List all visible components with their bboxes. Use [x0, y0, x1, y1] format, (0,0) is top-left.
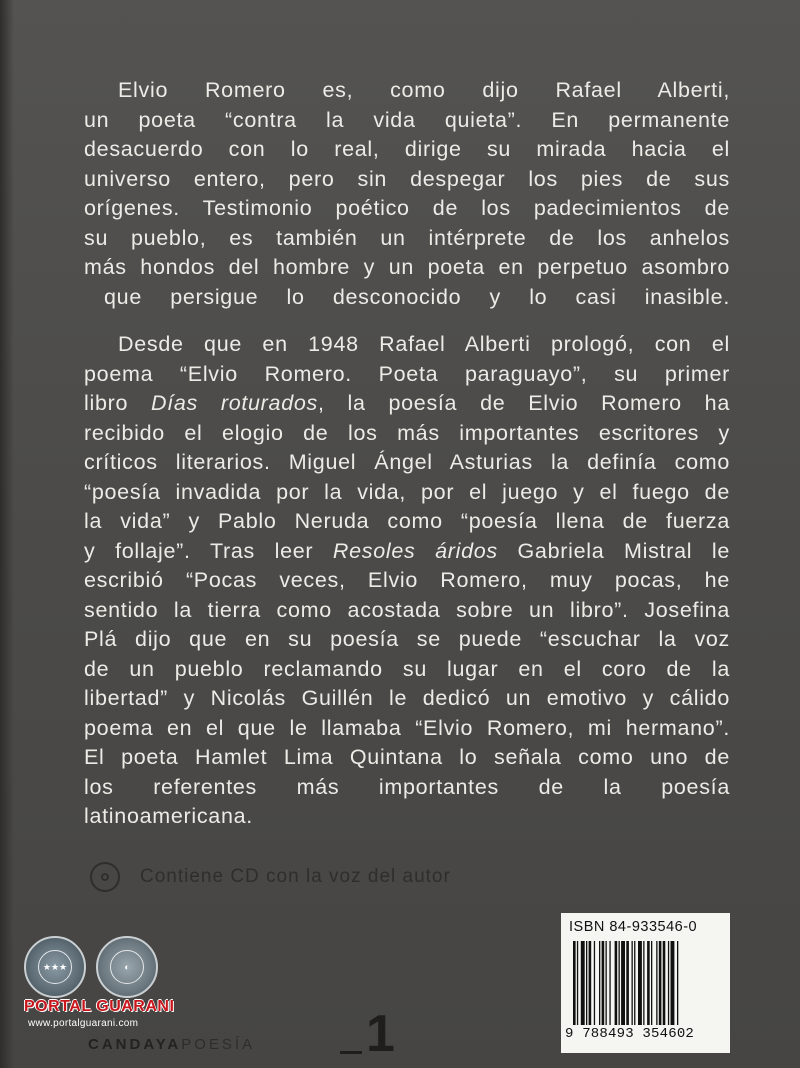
text-line: un poeta “contra la vida quieta”. En permanente: [84, 107, 730, 132]
volume-number-text: 1: [366, 1005, 395, 1063]
barcode-bar: [643, 941, 644, 1025]
barcode-bar: [671, 941, 675, 1025]
isbn-label: ISBN 84-933546-0: [569, 919, 698, 935]
cd-icon: [90, 862, 120, 892]
text-line: poema “Elvio Romero. Poeta paraguayo”, su primer: [84, 361, 730, 386]
barcode-bars: [573, 941, 719, 1025]
text-line: de un pueblo reclamando su lugar en el coro de la: [84, 656, 730, 681]
barcode-bar: [651, 941, 652, 1025]
text-fragment: , la poesía de Elvio Romero ha: [317, 391, 730, 415]
watermark-logo: PORTAL GUARANI: [24, 998, 175, 1015]
text-line: que persigue lo desconocido y lo casi inasible.: [104, 284, 730, 309]
synopsis-paragraph-2: [84, 330, 730, 832]
barcode-bar: [626, 941, 629, 1025]
seal-emblem: [96, 936, 158, 998]
text-line: más hondos del hombre y un poeta en perpetuo asombro: [84, 255, 730, 279]
publisher-brand: CANDAYA: [88, 1036, 182, 1053]
barcode-bar: [606, 941, 607, 1025]
barcode-bar: [573, 941, 576, 1025]
text-line: orígenes. Testimonio poético de los padecimientos de: [84, 196, 730, 220]
text-line: “poesía invadida por la vida, por el juego y el fuego de: [84, 479, 730, 504]
barcode-bar: [602, 941, 605, 1025]
seal-inner: ★★★: [38, 950, 72, 984]
text-line: escribió “Pocas veces, Elvio Romero, muy pocas, he: [84, 568, 730, 592]
text-line: universo entero, pero sin despegar los pies de sus: [84, 166, 730, 191]
text-line: los referentes más importantes de la poesía: [84, 774, 730, 799]
text-fragment: Gabriela Mistral le: [497, 538, 730, 563]
book-title-dias-roturados: Días roturados: [150, 391, 318, 415]
seal-inner: ◐: [110, 950, 144, 984]
volume-number: [340, 1005, 395, 1063]
text-line: poema en el que le llamaba “Elvio Romero, mi hermano”.: [84, 715, 730, 740]
text-line: su pueblo, es también un intérprete de los anhelos: [84, 225, 730, 250]
text-line: sentido la tierra como acostada sobre un libro”. Josefina: [84, 597, 730, 622]
watermark-url: www.portalguarani.com: [28, 1018, 139, 1029]
isbn-digits: 9 788493 354602: [565, 1026, 695, 1042]
barcode-bar: [621, 941, 625, 1025]
barcode-bar: [634, 941, 635, 1025]
barcode-bar: [677, 941, 678, 1025]
collection-series: POESÍA: [181, 1036, 256, 1053]
barcode-bar: [609, 941, 610, 1025]
barcode-bar: [594, 941, 595, 1025]
text-line: Elvio Romero es, como dijo Rafael Alberti,: [118, 78, 730, 102]
barcode-bar: [632, 941, 633, 1025]
text-line: [84, 537, 730, 567]
barcode-bar: [638, 941, 642, 1025]
text-fragment: libro: [84, 391, 151, 415]
volume-dash: [340, 1051, 362, 1054]
barcode-bar: [589, 941, 592, 1025]
cd-note-text: Contiene CD con la voz del autor: [140, 866, 451, 887]
barcode-bar: [647, 941, 650, 1025]
text-line: Desde que en 1948 Rafael Alberti prologó, con el: [118, 332, 730, 356]
cd-note: [90, 862, 451, 892]
text-line: recibido el elogio de los más importantes escritores y: [84, 420, 730, 445]
text-line: desacuerdo con lo real, dirige su mirada hacia el: [84, 137, 730, 161]
text-line: la vida” y Pablo Neruda como “poesía llena de fuerza: [84, 509, 730, 533]
barcode-bar: [656, 941, 657, 1025]
text-line: libertad” y Nicolás Guillén le dedicó un emotivo y cálido: [84, 686, 730, 710]
text-fragment: y follaje”. Tras leer: [84, 538, 333, 563]
isbn-barcode: [561, 913, 730, 1053]
barcode-bar: [615, 941, 618, 1025]
spine-shadow: [0, 0, 14, 1068]
barcode-bar: [577, 941, 578, 1025]
barcode-bar: [668, 941, 669, 1025]
barcode-bar: [599, 941, 600, 1025]
barcode-bar: [663, 941, 666, 1025]
barcode-bar: [619, 941, 620, 1025]
seal-emblem: [24, 936, 86, 998]
synopsis-paragraph-1: [84, 76, 730, 312]
barcode-bar: [659, 941, 662, 1025]
collection-name: [88, 1036, 255, 1053]
barcode-bar: [581, 941, 585, 1025]
text-line: latinoamericana.: [84, 804, 253, 828]
text-line: críticos literarios. Miguel Ángel Asturias la definía como: [84, 450, 730, 474]
text-line: El poeta Hamlet Lima Quintana lo señala como uno de: [84, 745, 730, 769]
text-line: Plá dijo que en su poesía se puede “escuchar la voz: [84, 627, 730, 651]
barcode-bar: [586, 941, 587, 1025]
text-line: [84, 389, 730, 419]
book-title-resoles-aridos: Resoles áridos: [332, 538, 498, 563]
